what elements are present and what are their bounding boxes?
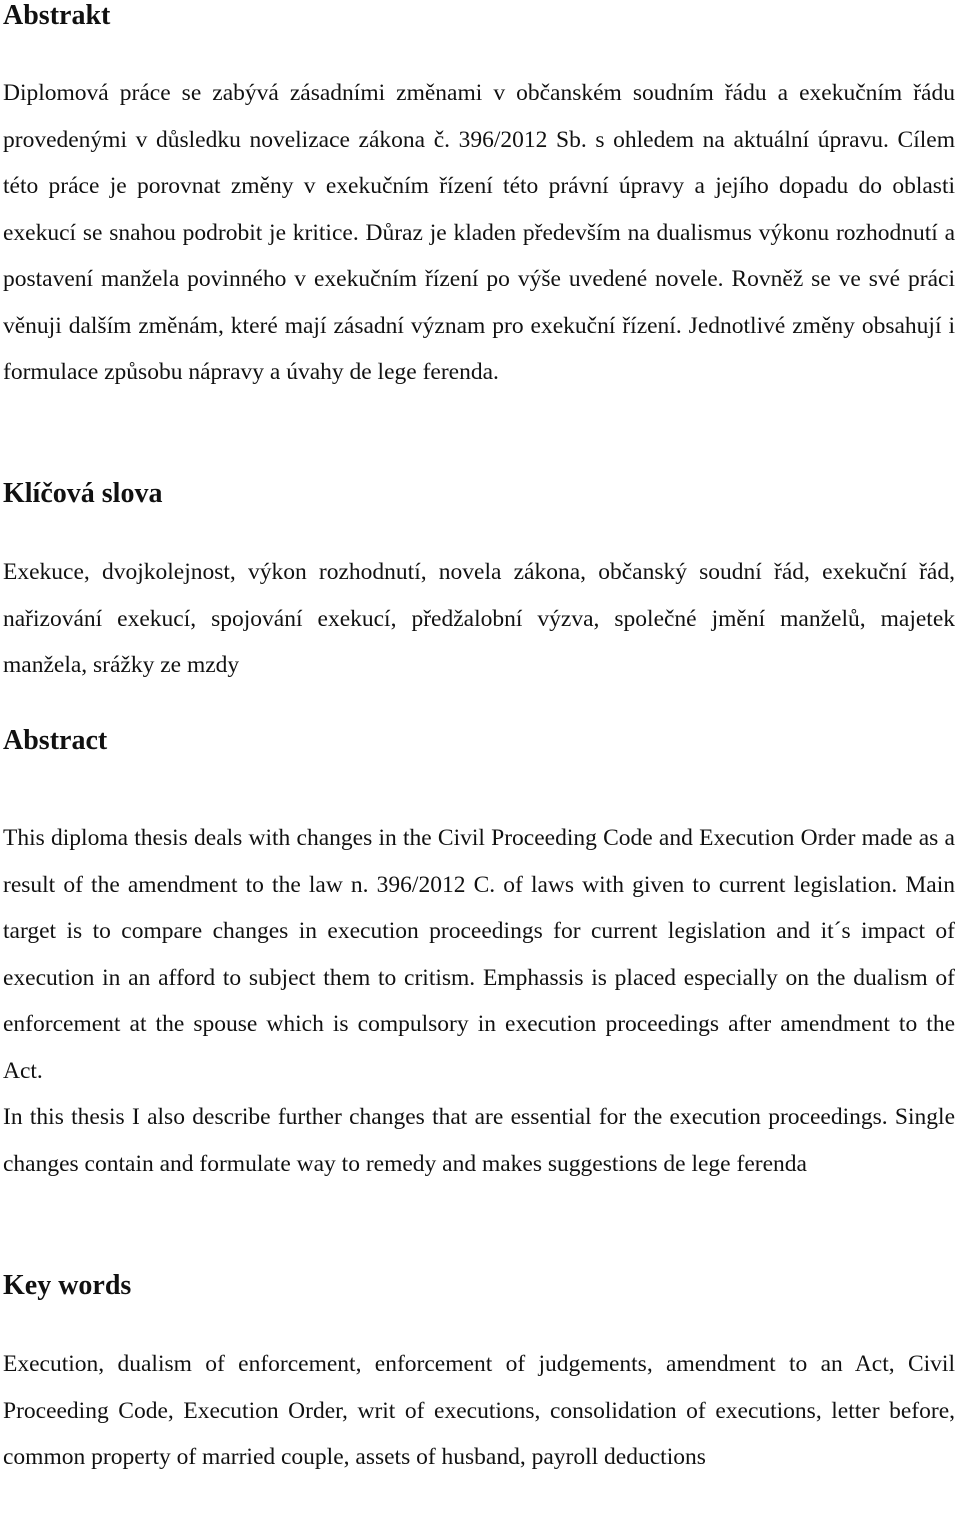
key-words-paragraph: Execution, dualism of enforcement, enforcement of judgements, amendment to an Act, Civil Proceeding Code, Execution Order, writ of executions, consolidation of executions, letter before, common property of married couple, assets of husband, payroll deductions bbox=[3, 1351, 955, 1470]
abstract-body bbox=[3, 815, 955, 1187]
key-words-heading: Key words bbox=[3, 1270, 132, 1301]
abstrakt-paragraph: Diplomová práce se zabývá zásadními změnami v občanském soudním řádu a exekučním řádu provedenými v důsledku novelizace zákona č. 396/2012 Sb. s ohledem na aktuální úpravu. Cílem této práce je porovnat změny v exekučním řízení této právní úpravy a jejího dopadu do oblasti exekucí se snahou podrobit je kritice. Důraz je kladen především na dualismus výkonu rozhodnutí a postavení manžela povinného v exekučním řízení po výše uvedené novele. Rovněž se ve své práci věnuji dalším změnám, které mají zásadní význam pro exekuční řízení. Jednotlivé změny obsahují i formulace způsobu nápravy a úvahy de lege ferenda. bbox=[3, 80, 955, 385]
abstract-paragraph-1: This diploma thesis deals with changes in the Civil Proceeding Code and Execution Order made as a result of the amendment to the law n. 396/2012 C. of laws with given to current legislation. Main target is to compare changes in execution proceedings for current legislation and it´s impact of execution in an afford to subject them to critism. Emphassis is placed especially on the dualism of enforcement at the spouse which is compulsory in execution proceedings after amendment to the Act. bbox=[3, 825, 955, 1084]
abstract-paragraph-2: In this thesis I also describe further changes that are essential for the execution proceedings. Single changes contain and formulate way to remedy and makes suggestions de lege ferenda bbox=[3, 1104, 955, 1177]
klicova-slova-paragraph: Exekuce, dvojkolejnost, výkon rozhodnutí, novela zákona, občanský soudní řád, exekuční řád, nařizování exekucí, spojování exekucí, předžalobní výzva, společné jmění manželů, majetek manžela, srážky ze mzdy bbox=[3, 559, 955, 678]
abstrakt-heading: Abstrakt bbox=[3, 0, 111, 31]
abstract-heading: Abstract bbox=[3, 725, 108, 756]
klicova-slova-heading: Klíčová slova bbox=[3, 478, 163, 509]
